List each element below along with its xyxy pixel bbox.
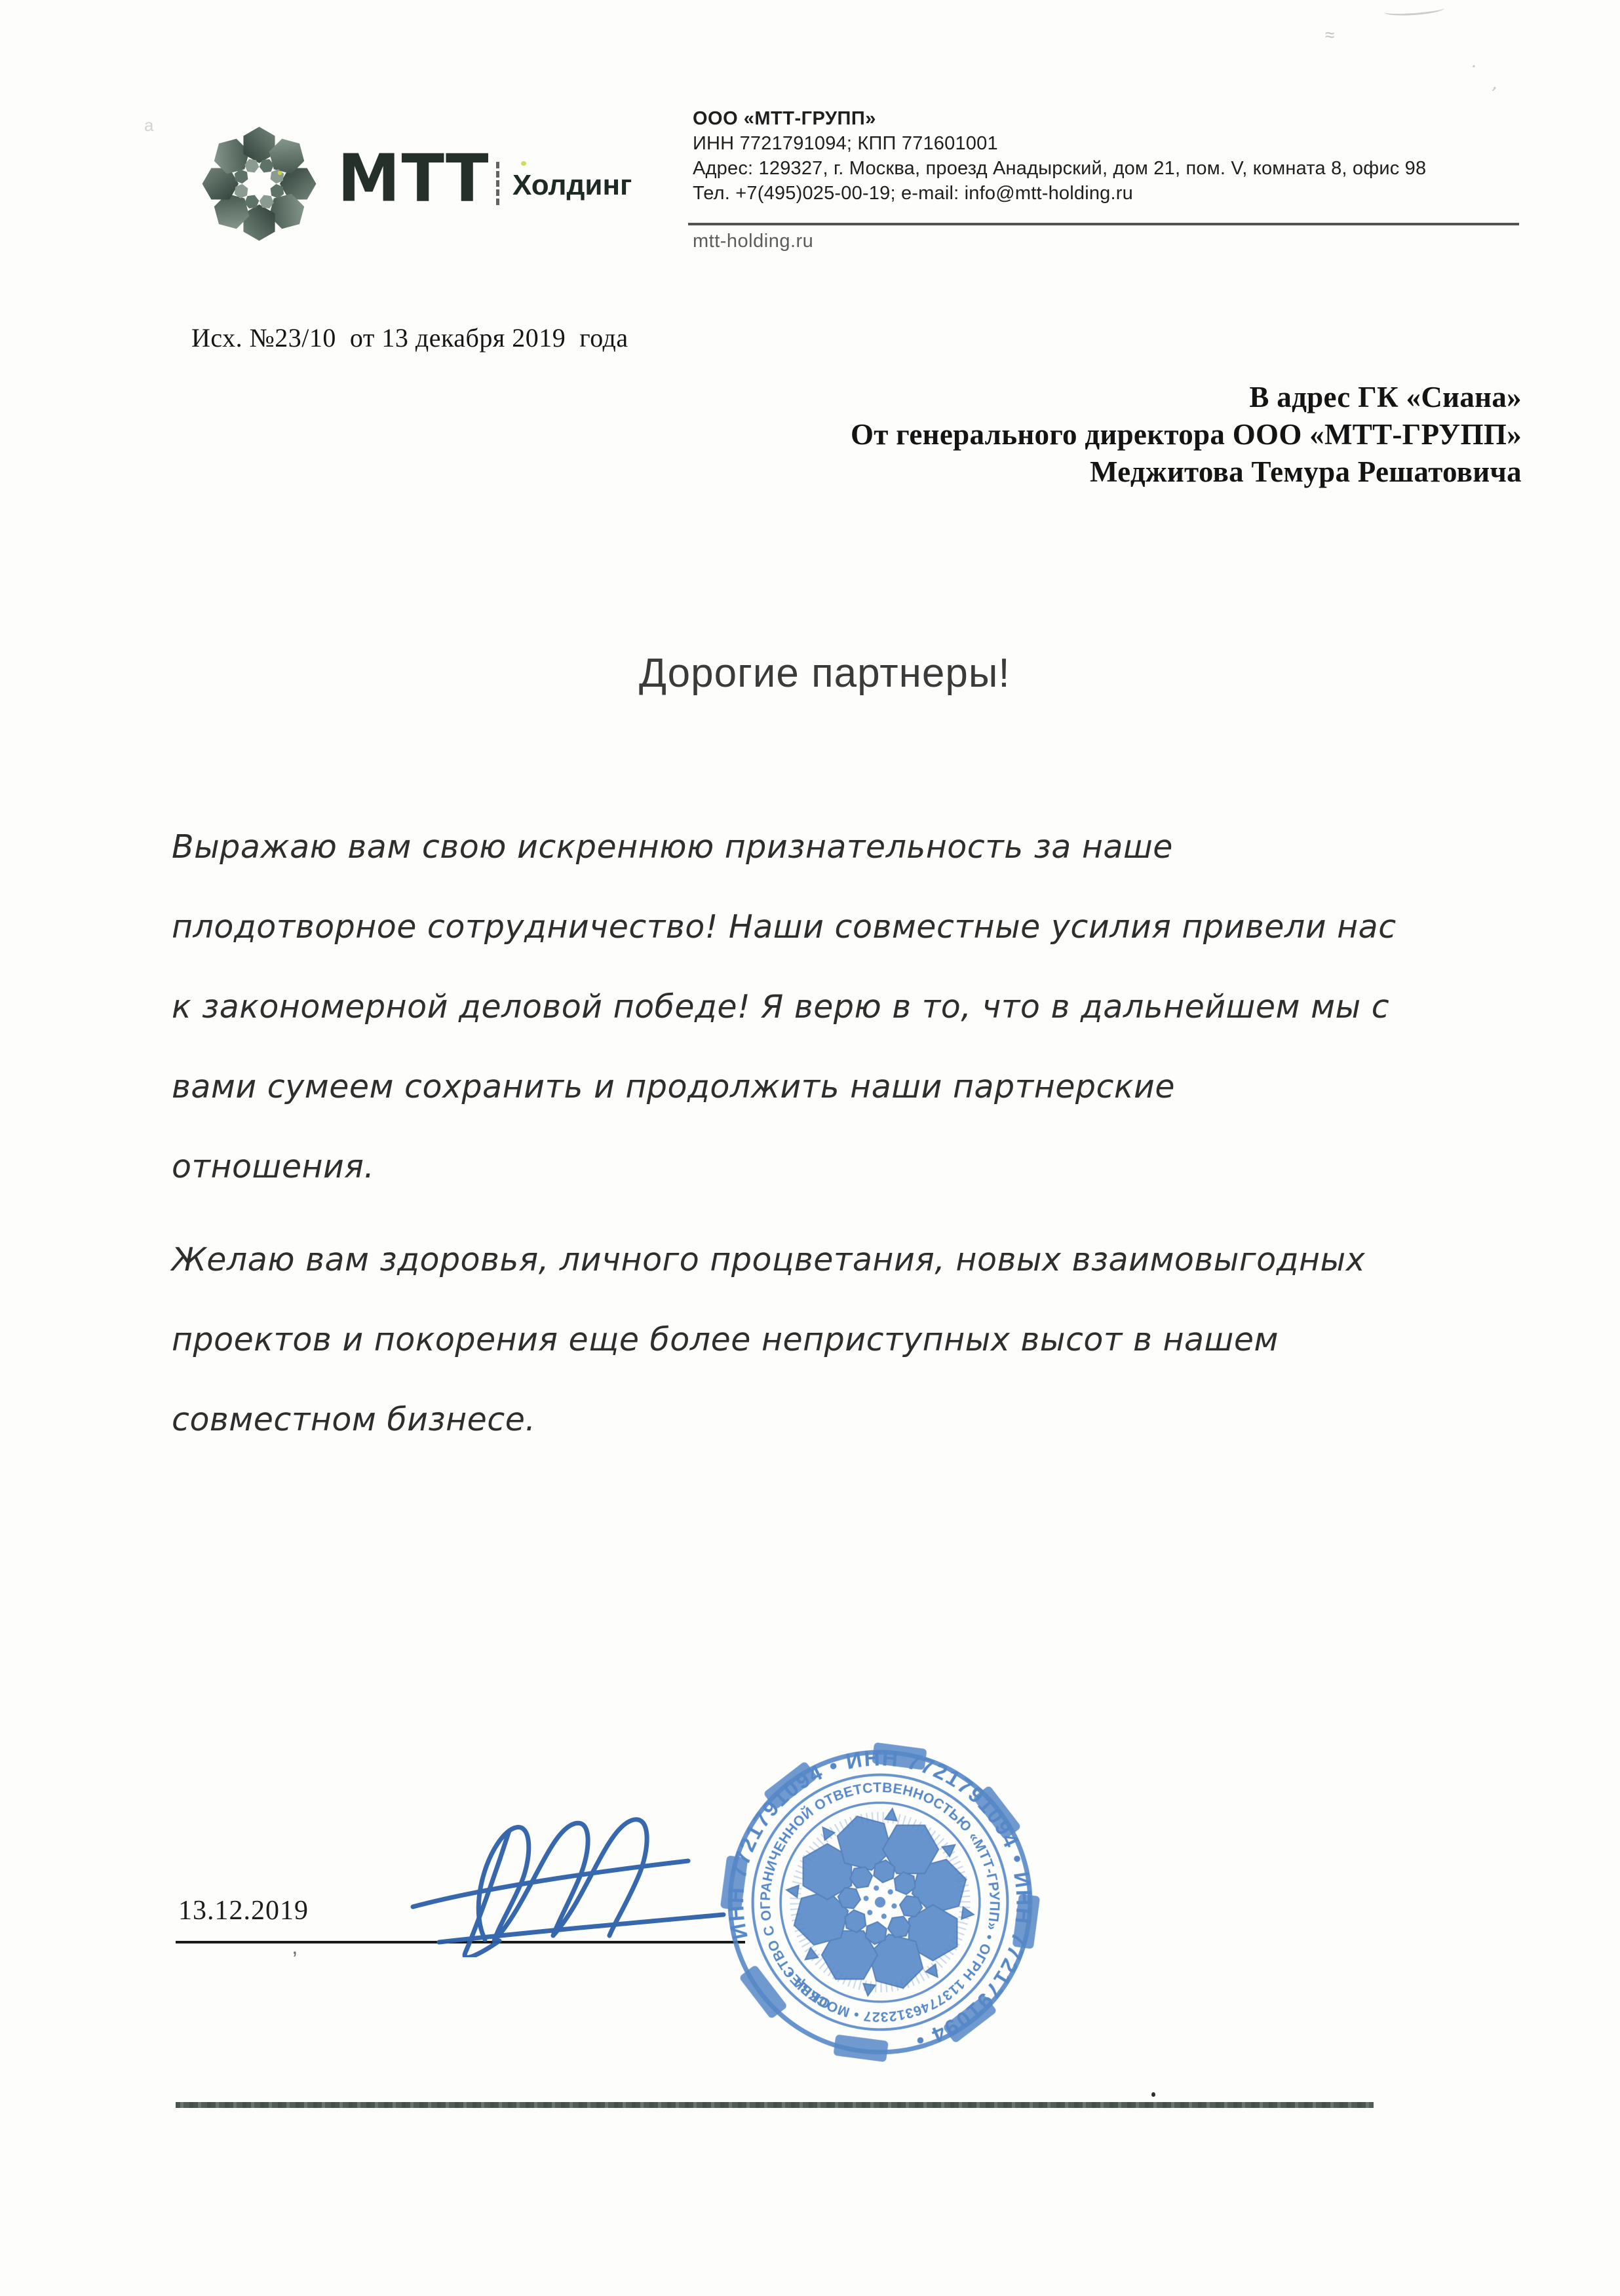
salutation: Дорогие партнеры! (639, 651, 1011, 696)
signature-autograph (401, 1803, 745, 1957)
body-line: проектов и покорения еще более неприступных высот в нашем (172, 1321, 1279, 1358)
scan-artifact-squiggle (1384, 3, 1445, 17)
mtt-flower-logo-icon (199, 123, 320, 244)
scan-artifact-speckle: · , (1465, 55, 1514, 100)
seal-outer-ring-text: ИНН 7721791094 • ИНН 7721791094 • ИНН 7721791094 • (723, 1746, 1036, 2054)
company-info-block (693, 106, 1525, 206)
body-line: вами сумеем сохранить и продолжить наши партнерские (172, 1068, 1176, 1105)
body-paragraph-1 (172, 807, 1535, 1207)
scan-artifact-apostrophe: ’ (292, 1947, 298, 1972)
seal-inner-ring-text: ОБЩЕСТВО С ОГРАНИЧЕННОЙ ОТВЕТСТВЕННОСТЬЮ «МТТ-ГРУПП» • ОГРН 1137746312327 • МОСКВА • (757, 1779, 1003, 2025)
brand-wordmark: МТТ (338, 140, 490, 217)
addressee-line-2: От генерального директора ООО «МТТ-ГРУПП» (850, 418, 1522, 451)
scan-artifact-dot (1151, 2092, 1155, 2097)
body-line: Выражаю вам свою искреннюю признательность за наше (172, 828, 1173, 866)
company-website: mtt-holding.ru (693, 231, 814, 252)
scan-artifact-letter: а (144, 115, 154, 135)
logo-yellow-speck (278, 171, 282, 175)
bottom-scan-rule (176, 2102, 1374, 2108)
company-address: Адрес: 129327, г. Москва, проезд Анадырский, дом 21, пом. V, комната 8, офис 98 (693, 158, 1427, 179)
addressee-line-3: Меджитова Темура Решатовича (1089, 455, 1522, 488)
body-line: отношения. (172, 1148, 375, 1185)
outgoing-reference-line: Исх. №23/10 от 13 декабря 2019 года (191, 323, 628, 353)
scan-color-speck (521, 161, 526, 166)
brand-suffix: Холдинг (512, 169, 632, 201)
body-line: совместном бизнесе. (172, 1401, 536, 1438)
scan-artifact-mark: ≈ (1325, 25, 1335, 45)
company-inn-kpp: ИНН 7721791094; КПП 771601001 (693, 133, 998, 154)
body-line: Желаю вам здоровья, личного процветания, новых взаимовыгодных (172, 1241, 1366, 1278)
body-line: к закономерной деловой победе! Я верю в то, что в дальнейшем мы с (172, 988, 1390, 1025)
logo-outer-petals (202, 127, 317, 241)
addressee-block (571, 379, 1522, 491)
brand-divider (496, 162, 499, 205)
signature-date: 13.12.2019 (178, 1896, 309, 1926)
company-name: ООО «МТТ-ГРУПП» (693, 108, 876, 129)
letterhead-rule (688, 223, 1519, 225)
addressee-line-1: В адрес ГК «Сиана» (1249, 381, 1522, 413)
company-phone-email: Тел. +7(495)025-00-19; e-mail: info@mtt-holding.ru (693, 183, 1133, 204)
body-paragraph-2 (172, 1220, 1535, 1460)
body-line: плодотворное сотрудничество! Наши совместные усилия привели нас (172, 908, 1397, 946)
